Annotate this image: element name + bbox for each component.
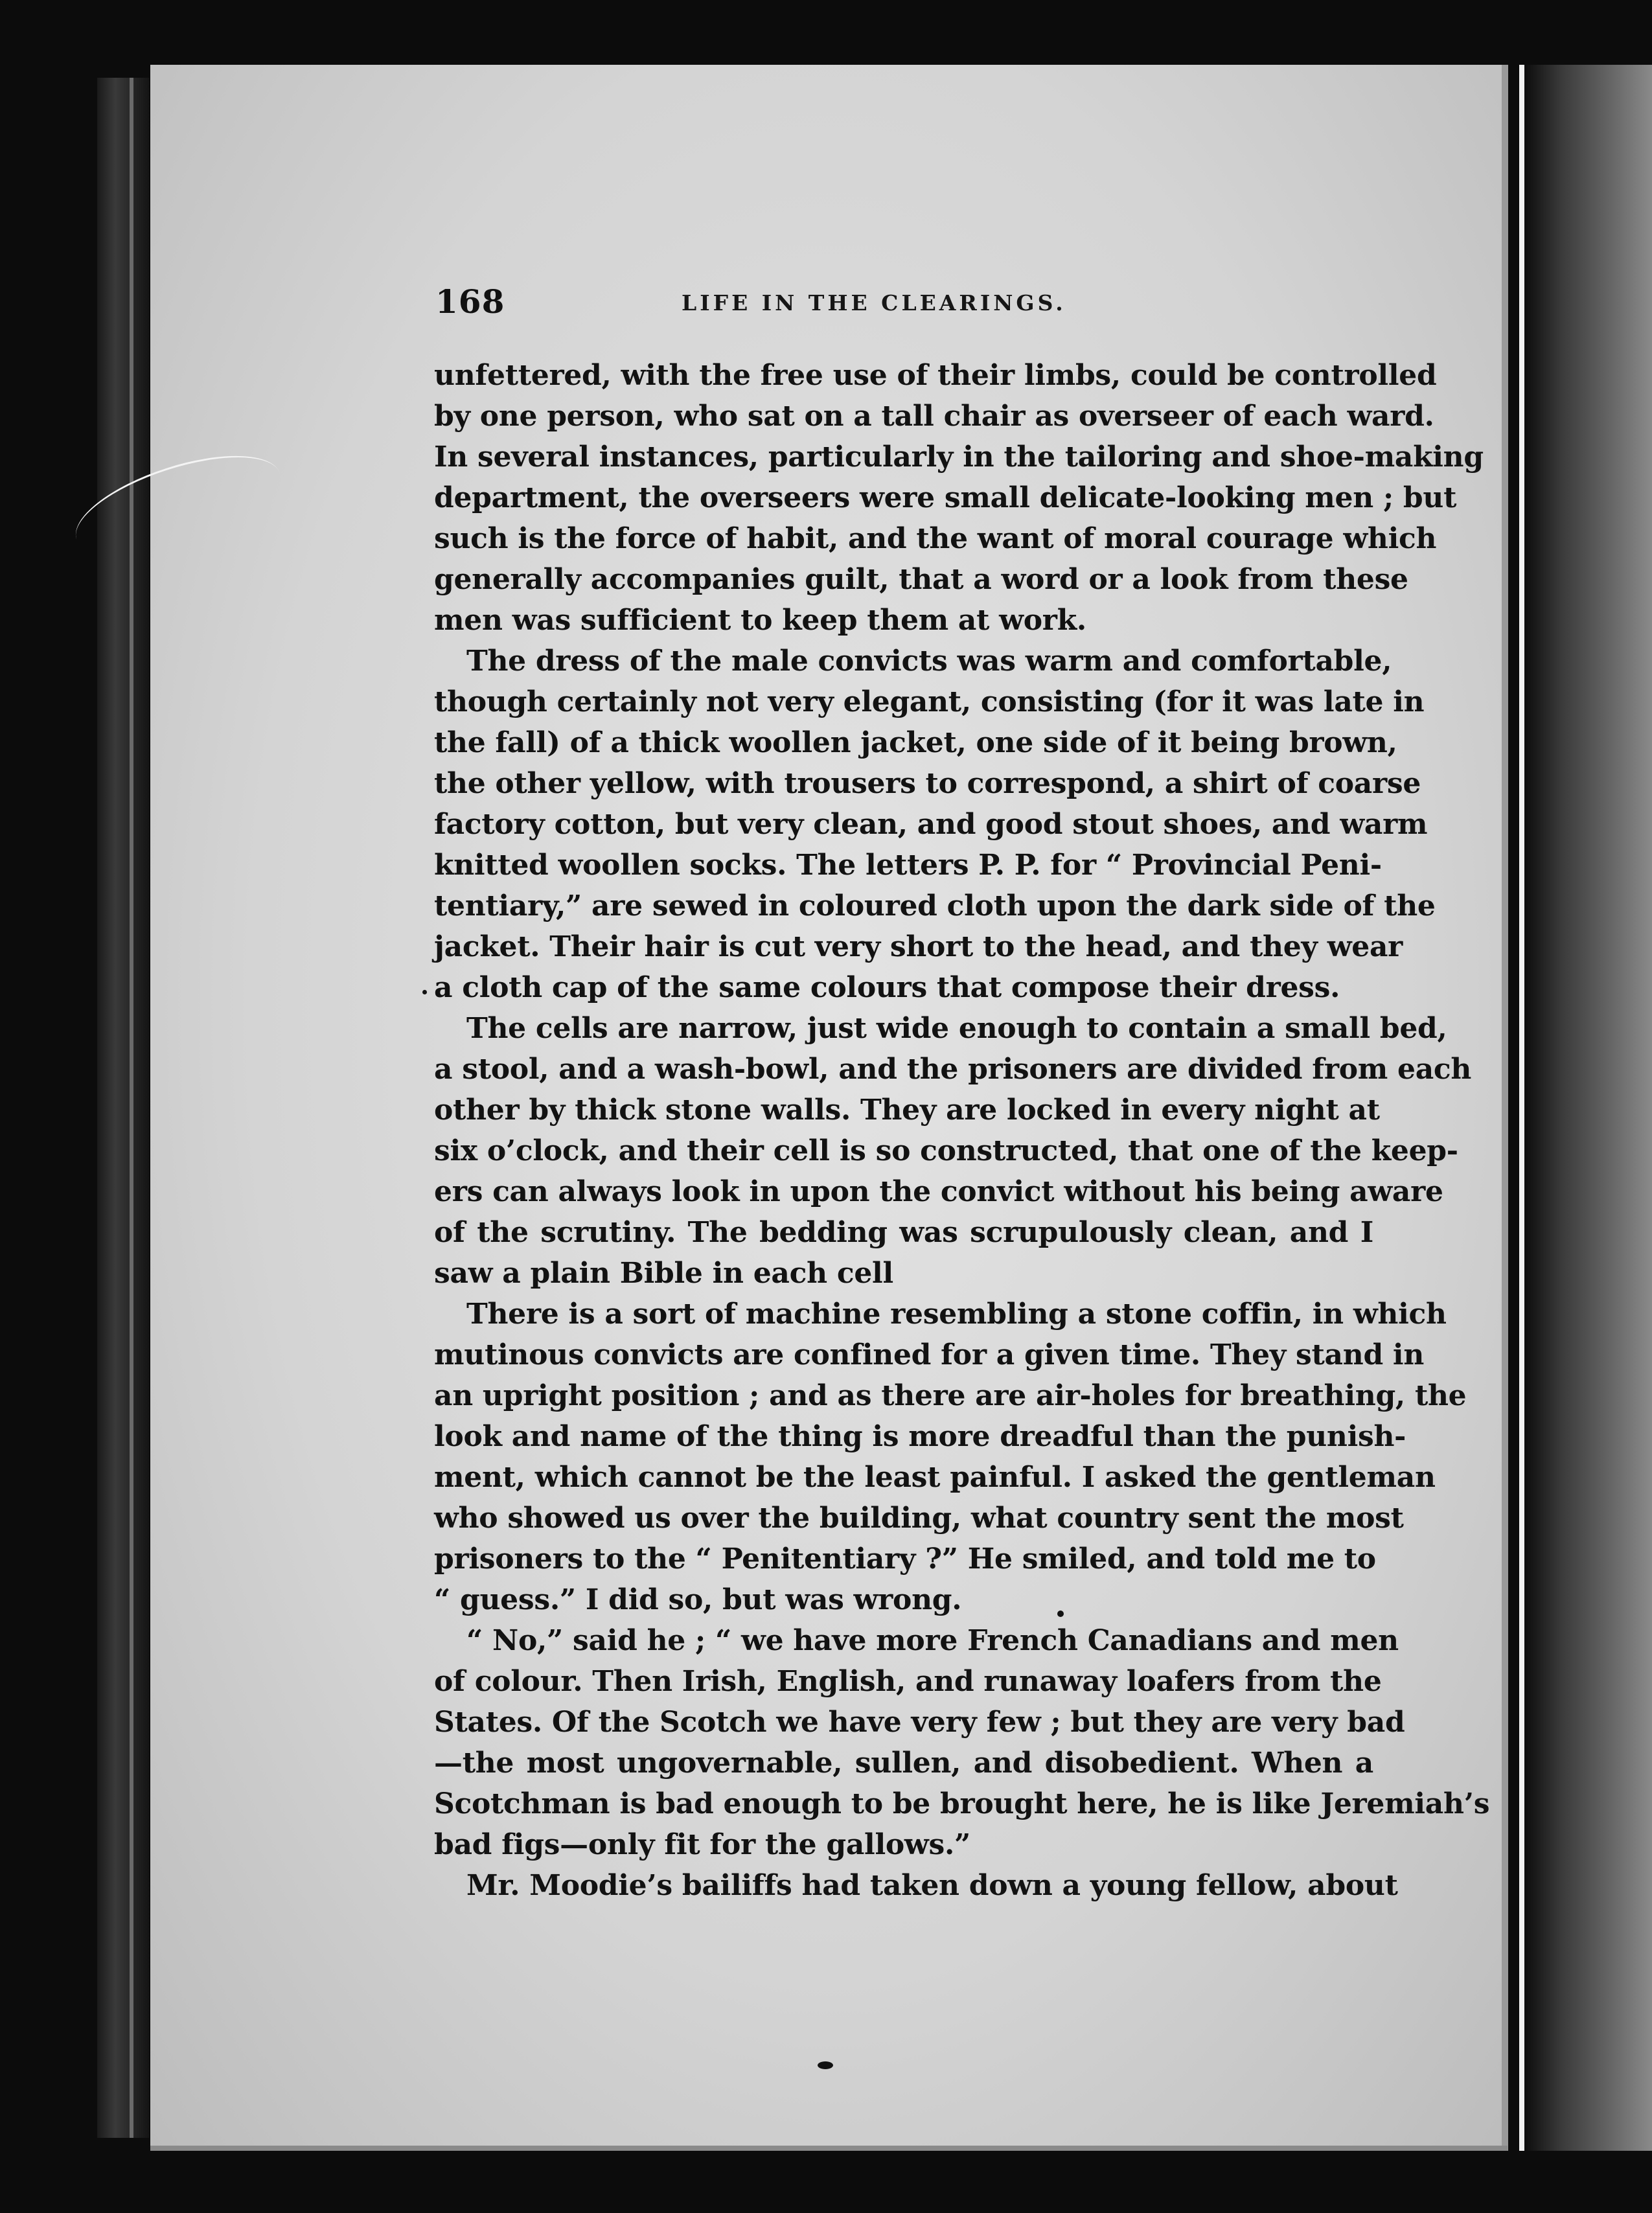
text-line: jacket. Their hair is cut very short to the head, and they wear (434, 930, 1403, 963)
text-line: such is the force of habit, and the want of moral courage which (434, 522, 1437, 555)
text-line: by one person, who sat on a tall chair as overseer of each ward. (434, 400, 1434, 433)
text-line: mutinous convicts are confined for a given time. They stand in (434, 1338, 1425, 1371)
text-line: tentiary,” are sewed in coloured cloth upon the dark side of the (434, 889, 1436, 923)
text-line: The cells are narrow, just wide enough to contain a small bed, (466, 1012, 1447, 1045)
text-line: “ No,” said he ; “ we have more French Canadians and men (466, 1624, 1399, 1657)
facing-page-border (1519, 65, 1524, 2151)
scan-speck (422, 990, 427, 994)
text-line: of colour. Then Irish, English, and runaway loafers from the (434, 1665, 1382, 1698)
page-right-edge (1502, 65, 1508, 2151)
text-line: There is a sort of machine resembling a stone coffin, in which (466, 1298, 1447, 1331)
text-line: six o’clock, and their cell is so constructed, that one of the keep- (434, 1134, 1458, 1167)
text-line: knitted woollen socks. The letters P. P. for “ Provincial Peni- (434, 849, 1382, 882)
body-text (434, 355, 1490, 1906)
text-line: department, the overseers were small delicate-looking men ; but (434, 481, 1457, 514)
text-line: of the scrutiny. The bedding was scrupulously clean, and I (434, 1216, 1373, 1249)
page-number: 168 (435, 282, 505, 321)
text-line: the fall) of a thick woollen jacket, one side of it being brown, (434, 726, 1397, 759)
facing-page-edge (1522, 65, 1652, 2151)
page-bottom-edge (150, 2146, 1508, 2151)
text-line: ers can always look in upon the convict without his being aware (434, 1175, 1443, 1208)
running-title: LIFE IN THE CLEARINGS. (682, 290, 1066, 315)
text-line: In several instances, particularly in the tailoring and shoe-making (434, 441, 1484, 474)
text-line: States. Of the Scotch we have very few ; but they are very bad (434, 1706, 1405, 1739)
binding-edge-line (130, 78, 133, 2138)
text-line: bad figs—only fit for the gallows.” (434, 1828, 970, 1861)
text-line: though certainly not very elegant, consisting (for it was late in (434, 685, 1425, 718)
text-line: —the most ungovernable, sullen, and disobedient. When a (434, 1747, 1373, 1780)
text-line: men was sufficient to keep them at work. (434, 604, 1086, 637)
scan-speck (1057, 1611, 1064, 1617)
text-line: unfettered, with the free use of their limbs, could be controlled (434, 359, 1437, 392)
text-line: a stool, and a wash-bowl, and the prisoners are divided from each (434, 1053, 1472, 1086)
text-line: The dress of the male convicts was warm and comfortable, (466, 645, 1392, 678)
text-line: Scotchman is bad enough to be brought here, he is like Jeremiah’s (434, 1787, 1490, 1820)
text-line: generally accompanies guilt, that a word or a look from these (434, 563, 1408, 596)
text-line: “ guess.” I did so, but was wrong. (434, 1583, 962, 1616)
running-head (435, 282, 1368, 328)
text-line: a cloth cap of the same colours that compose their dress. (434, 971, 1340, 1004)
text-line: Mr. Moodie’s bailiffs had taken down a young fellow, about (466, 1869, 1398, 1902)
book-binding (97, 78, 149, 2138)
text-line: ment, which cannot be the least painful. I asked the gentleman (434, 1461, 1436, 1494)
text-line: prisoners to the “ Penitentiary ?” He smiled, and told me to (434, 1542, 1376, 1576)
text-line: an upright position ; and as there are air-holes for breathing, the (434, 1379, 1467, 1412)
text-line: factory cotton, but very clean, and good stout shoes, and warm (434, 808, 1428, 841)
text-line: the other yellow, with trousers to correspond, a shirt of coarse (434, 767, 1421, 800)
text-line: who showed us over the building, what country sent the most (434, 1502, 1404, 1535)
text-line: look and name of the thing is more dreadful than the punish- (434, 1420, 1406, 1453)
text-line: other by thick stone walls. They are locked in every night at (434, 1094, 1380, 1127)
scan-speck (818, 2061, 833, 2069)
text-line: saw a plain Bible in each cell (434, 1257, 893, 1290)
